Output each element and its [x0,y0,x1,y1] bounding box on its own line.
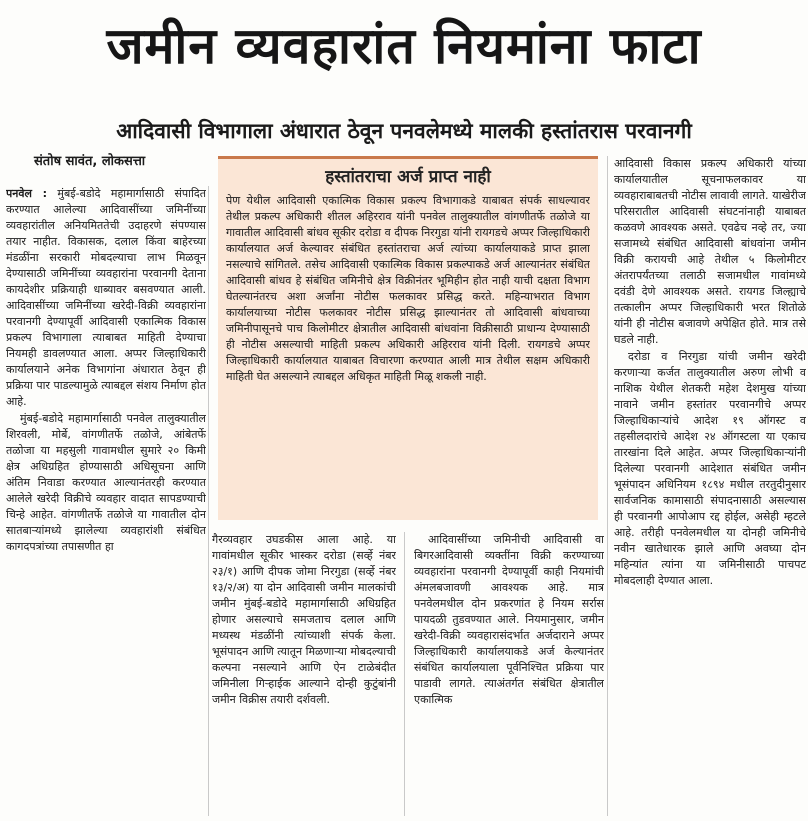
column-1-paragraph-1 [6,186,206,410]
sidebar-box [218,156,598,520]
column-1-text-1: मुंबई-बडोदे महामार्गासाठी संपादित करण्यात आलेल्या आदिवासींच्या जमिनींच्या व्यवहारांतील अनियमिततेची उदाहरणे संपण्यास तयार नाहीत. विकासक, दलाल किंवा बाहेरच्या मंडळींना सरकारी मोबदल्याचा लाभ मिळवून देण्यासाठी जमिनींच्या व्यवहारांना परवानगी देताना कायदेशीर प्रक्रियाही धाब्यावर बसवण्यात आली. आदिवासींच्या जमिनींच्या खरेदी-विक्री व्यवहारांना परवानगी देण्यापूर्वी आदिवासी एकात्मिक विकास प्रकल्प विभागाला त्याबाबत माहिती देण्याचा नियमही डावलण्यात आला. अप्पर जिल्हाधिकारी कार्यालयाने अनेक विभागांना अंधारात ठेवून ही प्रक्रिया पार पाडल्यामुळे त्याबद्दल संशय निर्माण होत आहे. [6,187,206,408]
column-1-paragraph-2: मुंबई-बडोदे महामार्गासाठी पनवेल तालुक्यातील शिरवली, मोर्बे, वांगणीतर्फे तळोजे, आंबेतर्फे तळोजा या महसुली गावामधील सुमारे २० किमी क्षेत्र अधिग्रहित होण्यासाठी अधिसूचना आणि अंतिम निवाडा करण्यात आल्यानंतरही करण्यात आलेले खरेदी विक्रीचे व्यवहार वादात सापडण्याची चिन्हे आहेत. वांगणीतर्फे तळोजे या गावातील दोन सातबाऱ्यांमध्ये झालेल्या व्यवहारांशी संबंधित कागदपत्रांच्या तपासणीत हा [6,412,206,553]
subheadline: आदिवासी विभागाला अंधारात ठेवून पनवलेमध्ये मालकी हस्तांतरास परवानगी [116,119,692,143]
sidebar-box-body: पेण येथील आदिवासी एकात्मिक विकास प्रकल्प विभागाकडे याबाबत संपर्क साधल्यावर तेथील प्रकल्प अधिकारी शीतल अहिरराव यांनी पनवेल तालुक्यातील वांगणीतर्फे तळोजे या गावातील आदिवासी बांधव सूकीर दरोडा व दीपक निरगुडा यांनी रायगडचे अप्पर जिल्हाधिकारी कार्यालयात अर्ज केल्यावर संबंधित हस्तांतराचा अर्ज त्यांच्या कार्यालयाकडे प्राप्त झाला नसल्याचे सांगितले. तसेच आदिवासी एकात्मिक विकास प्रकल्पाकडे अर्ज आल्यानंतर संबंधित आदिवासी बांधव हे संबंधित जमिनीचे क्षेत्र विक्रीनंतर भूमिहीन होत नाही याची दक्षता विभाग घेतल्यानंतरच अशा अर्जांना नोटीस फलकावर प्रसिद्ध करते. महिन्याभरात विभाग कार्यालयाच्या नोटीस फलकावर नोटीस प्रसिद्ध झाल्यानंतर तो आदिवासी बांधवाच्या जमिनीपासूनचे पाच किलोमीटर क्षेत्रातील आदिवासी बांधवांना विक्रीसाठी प्राधान्य देण्यासाठी ही नोटीस असल्याची माहिती प्रकल्प अधिकारी अहिरराव यांनी दिली. रायगडचे अप्पर जिल्हाधिकारी कार्यालयात याबाबत विचारणा करण्यात आली मात्र तेथील सक्षम अधिकारी माहिती घेत असल्याने त्याबद्दल अधिकृत माहिती मिळू शकली नाही. [226,194,590,383]
dateline: पनवेल : [6,187,48,200]
rule-col3-col4 [607,156,608,816]
column-3-paragraph-1: आदिवासींच्या जमिनीची आदिवासी वा बिगरआदिवासी व्यक्तींना विक्री करण्याच्या व्यवहारांना परवानगी देण्यापूर्वी काही नियमांची अंमलबजावणी आवश्यक आहे. मात्र पनवेलमधील दोन प्रकरणांत हे नियम सर्रास पायदळी तुडवण्यात आले. नियमानुसार, जमीन खरेदी-विक्री व्यवहारासंदर्भात अर्जदाराने अप्पर जिल्हाधिकारी कार्यालयाकडे अर्ज केल्यानंतर संबंधित कार्यालयाला पूर्वनिश्चित प्रक्रिया पार पाडावी लागते. त्याअंतर्गत संबंधित क्षेत्रातील एकात्मिक [414,533,604,706]
article-column-2 [212,532,396,818]
byline: संतोष सावंत, लोकसत्ता [34,154,146,169]
column-2-paragraph-1: गैरव्यवहार उघडकीस आला आहे. या गावांमधील सूकीर भास्कर दरोडा (सर्व्हे नंबर २३/१) आणि दीपक जोमा निरगुडा (सर्व्हे नंबर १३/२/अ) या दोन आदिवासी जमीन मालकांची जमीन मुंबई-बडोदे महामार्गासाठी अधिग्रहित होणार असल्याचे समजताच दलाल आणि मध्यस्थ मंडळींनी त्यांच्याशी संपर्क केला. भूसंपादन आणि त्यातून मिळणाऱ्या मोबदल्याची कल्पना नसल्याने आणि ऐन टाळेबंदीत जमिनीला गिऱ्हाईक आल्याने दोन्ही कुटुंबांनी जमीन विक्रीस तयारी दर्शवली. [212,533,396,706]
column-4-paragraph-1: आदिवासी विकास प्रकल्प अधिकारी यांच्या कार्यालयातील सूचनाफलकावर या व्यवहाराबाबतची नोटीस लावावी लागते. याखेरीज परिसरातील आदिवासी संघटनांनाही याबाबत कळवणे आवश्यक असते. एवढेच नव्हे तर, ज्या सजामध्ये संबंधित आदिवासी बांधवांना जमीन विक्री करायची आहे तेथील ५ किलोमीटर अंतरापर्यंतच्या तलाठी सजामधील गावांमध्ये दवंडी देणे आवश्यक असते. रायगड जिल्ह्याचे तत्कालीन अप्पर जिल्हाधिकारी भरत शितोळे यांनी ही नोटीस बजावणे अपेक्षित होते. मात्र तसे घडले नाही. [614,157,806,346]
article-column-4 [614,156,806,818]
rule-col1-col2 [208,186,209,816]
article-column-1 [6,186,206,816]
headline: जमीन व्यवहारांत नियमांना फाटा [106,17,702,75]
sidebar-box-title: हस्तांतराचा अर्ज प्राप्त नाही [325,167,491,187]
column-4-paragraph-2: दरोडा व निरगुडा यांची जमीन खरेदी करणाऱ्या कर्जत तालुक्यातील अरुण लोभी व नाशिक येथील शेतकरी महेश देशमुख यांच्या नावाने जमीन हस्तांतर परवानगीचे अप्पर जिल्हाधिकाऱ्यांचे आदेश १९ ऑगस्ट व तहसीलदारांचे आदेश २४ ऑगस्टला या एकाच तारखांना दिले आहेत. अप्पर जिल्हाधिकाऱ्यांनी दिलेल्या परवानगी आदेशात संबंधित जमीन भूसंपादन अधिनियम १८९४ मधील तरतुदीनुसार सार्वजनिक कामासाठी संपादनासाठी असल्यास ही परवानगी आपोआप रद्द होईल, असेही म्हटले आहे. तरीही पनवेलमधील या दोनही जमिनीचे नवीन खातेधारक झाले आणि अवघ्या दोन महिन्यांत त्यांना या जमिनीसाठी पाचपट मोबदलाही देण्यात आला. [614,350,806,587]
rule-col2-col3 [404,532,405,816]
article-column-3 [414,532,604,818]
